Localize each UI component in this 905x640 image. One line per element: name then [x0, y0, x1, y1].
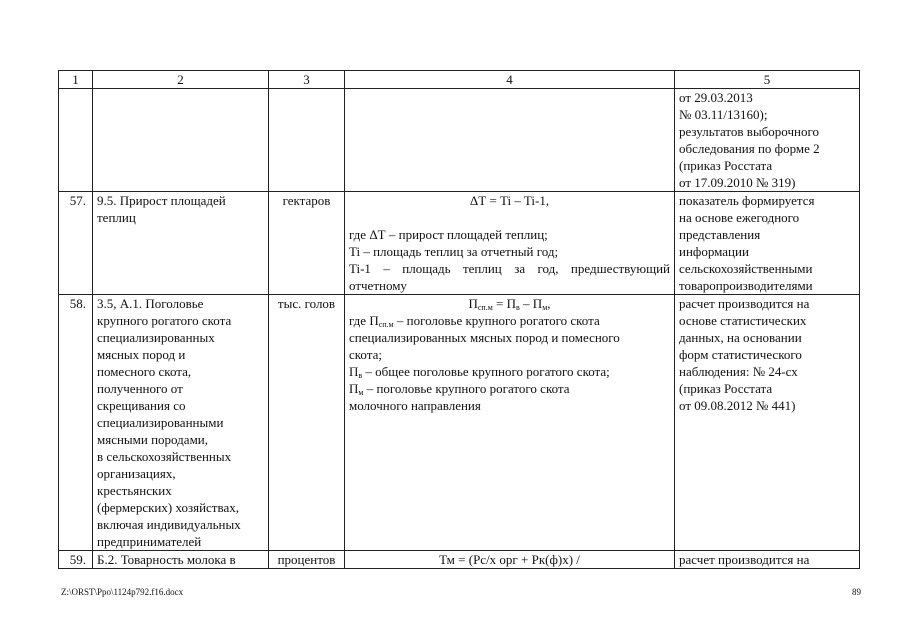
text-line: Б.2. Товарность молока в	[97, 552, 236, 567]
text-line: Ti – площадь теплиц за отчетный год;	[349, 244, 559, 259]
text-line: полученного от	[97, 381, 183, 396]
source-cell	[675, 192, 860, 295]
indicator-name-cell	[93, 551, 269, 569]
empty-cell	[59, 89, 93, 192]
text-line	[349, 312, 670, 329]
text-line: расчет производится на	[679, 552, 810, 567]
subscript: в	[358, 371, 363, 380]
footer-file-path: Z:\ORST\Ppo\1124p792.f16.docx	[61, 587, 184, 597]
formula	[349, 295, 670, 312]
text-part: П	[349, 364, 359, 379]
text-line: от 29.03.2013	[679, 90, 753, 105]
indicator-name-cell	[93, 192, 269, 295]
text-line: 9.5. Прирост площадей	[97, 193, 226, 208]
header-cell: 3	[269, 71, 345, 89]
text-line: на основе ежегодного	[679, 210, 800, 225]
subscript: сп.м	[378, 320, 394, 329]
formula-part: П	[468, 296, 478, 311]
text-line: крестьянских	[97, 483, 172, 498]
row-number: 57.	[59, 192, 93, 295]
unit-cell: гектаров	[269, 192, 345, 295]
formula: Тм = (Рс/х орг + Рк(ф)х) /	[439, 552, 580, 567]
table-row	[59, 551, 860, 569]
text-line: сельскохозяйственными	[679, 261, 813, 276]
empty-cell	[93, 89, 269, 192]
text-line: мясных пород и	[97, 347, 186, 362]
text-part: где П	[349, 313, 379, 328]
text-line: (приказ Росстата	[679, 381, 773, 396]
text-line: показатель формируется	[679, 193, 815, 208]
text-line: расчет производится на	[679, 296, 810, 311]
text-line: 3.5, А.1. Поголовье	[97, 296, 204, 311]
header-cell: 4	[345, 71, 675, 89]
empty-cell	[269, 89, 345, 192]
table-row	[59, 295, 860, 551]
empty-cell	[345, 89, 675, 192]
subscript: сп.м	[477, 303, 493, 312]
formula: ΔТ = Ti – Ti-1,	[469, 193, 550, 208]
indicator-name-cell	[93, 295, 269, 551]
text-part: – общее поголовье крупного рогатого скота;	[362, 364, 610, 379]
text-line: специализированных	[97, 330, 215, 345]
text-line: в сельскохозяйственных	[97, 449, 232, 464]
row-number: 59.	[59, 551, 93, 569]
formula-part: ,	[547, 296, 551, 311]
subscript: в	[516, 303, 520, 312]
text-line: организациях,	[97, 466, 176, 481]
text-line: (фермерских) хозяйствах,	[97, 500, 239, 515]
table-row	[59, 192, 860, 295]
text-line: специализированными	[97, 415, 224, 430]
text-part: П	[349, 381, 359, 396]
header-row	[59, 71, 860, 89]
text-line: где ΔТ – прирост площадей теплиц;	[349, 227, 548, 242]
text-line: от 09.08.2012 № 441)	[679, 398, 796, 413]
formula-cell	[345, 192, 675, 295]
text-line: включая индивидуальных	[97, 517, 241, 532]
text-line: молочного направления	[349, 398, 481, 413]
text-line: (приказ Росстата	[679, 158, 773, 173]
spacer	[349, 209, 670, 226]
table-row	[59, 89, 860, 192]
header-cell: 1	[59, 71, 93, 89]
subscript: м	[358, 388, 364, 397]
text-line: основе статистических	[679, 313, 807, 328]
text-line: скрещивания со	[97, 398, 186, 413]
formula-cell	[345, 295, 675, 551]
text-line: предпринимателей	[97, 534, 202, 549]
text-line: от 17.09.2010 № 319)	[679, 175, 796, 190]
header-cell: 5	[675, 71, 860, 89]
text-line	[349, 363, 670, 380]
formula-part: – П	[519, 296, 543, 311]
header-cell: 2	[93, 71, 269, 89]
subscript: м	[542, 303, 548, 312]
text-line: наблюдения: № 24-сх	[679, 364, 798, 379]
text-line: специализированных мясных пород и помесного	[349, 330, 620, 345]
text-line: товаропроизводителями	[679, 278, 813, 293]
text-line: крупного рогатого скота	[97, 313, 232, 328]
text-line: информации	[679, 244, 749, 259]
text-line: результатов выборочного	[679, 124, 819, 139]
text-line: данных, на основании	[679, 330, 802, 345]
text-line	[349, 380, 670, 397]
formula-part: = П	[492, 296, 517, 311]
source-cell	[675, 89, 860, 192]
source-cell	[675, 295, 860, 551]
text-line: помесного скота,	[97, 364, 192, 379]
row-number: 58.	[59, 295, 93, 551]
text-part: – поголовье крупного рогатого скота	[393, 313, 600, 328]
page-number: 89	[852, 587, 861, 597]
text-line: теплиц	[97, 210, 136, 225]
data-table	[58, 70, 860, 569]
formula-cell	[345, 551, 675, 569]
text-part: – поголовье крупного рогатого скота	[363, 381, 570, 396]
text-line: отчетному	[349, 278, 407, 293]
unit-cell: тыс. голов	[269, 295, 345, 551]
text-line: № 03.11/13160);	[679, 107, 768, 122]
text-line: Ti-1 – площадь теплиц за год, предшествующий	[349, 261, 670, 276]
unit-cell: процентов	[269, 551, 345, 569]
text-line: форм статистического	[679, 347, 802, 362]
source-cell	[675, 551, 860, 569]
text-line: представления	[679, 227, 761, 242]
text-line: мясными породами,	[97, 432, 209, 447]
text-line: скота;	[349, 347, 382, 362]
text-line: обследования по форме 2	[679, 141, 820, 156]
